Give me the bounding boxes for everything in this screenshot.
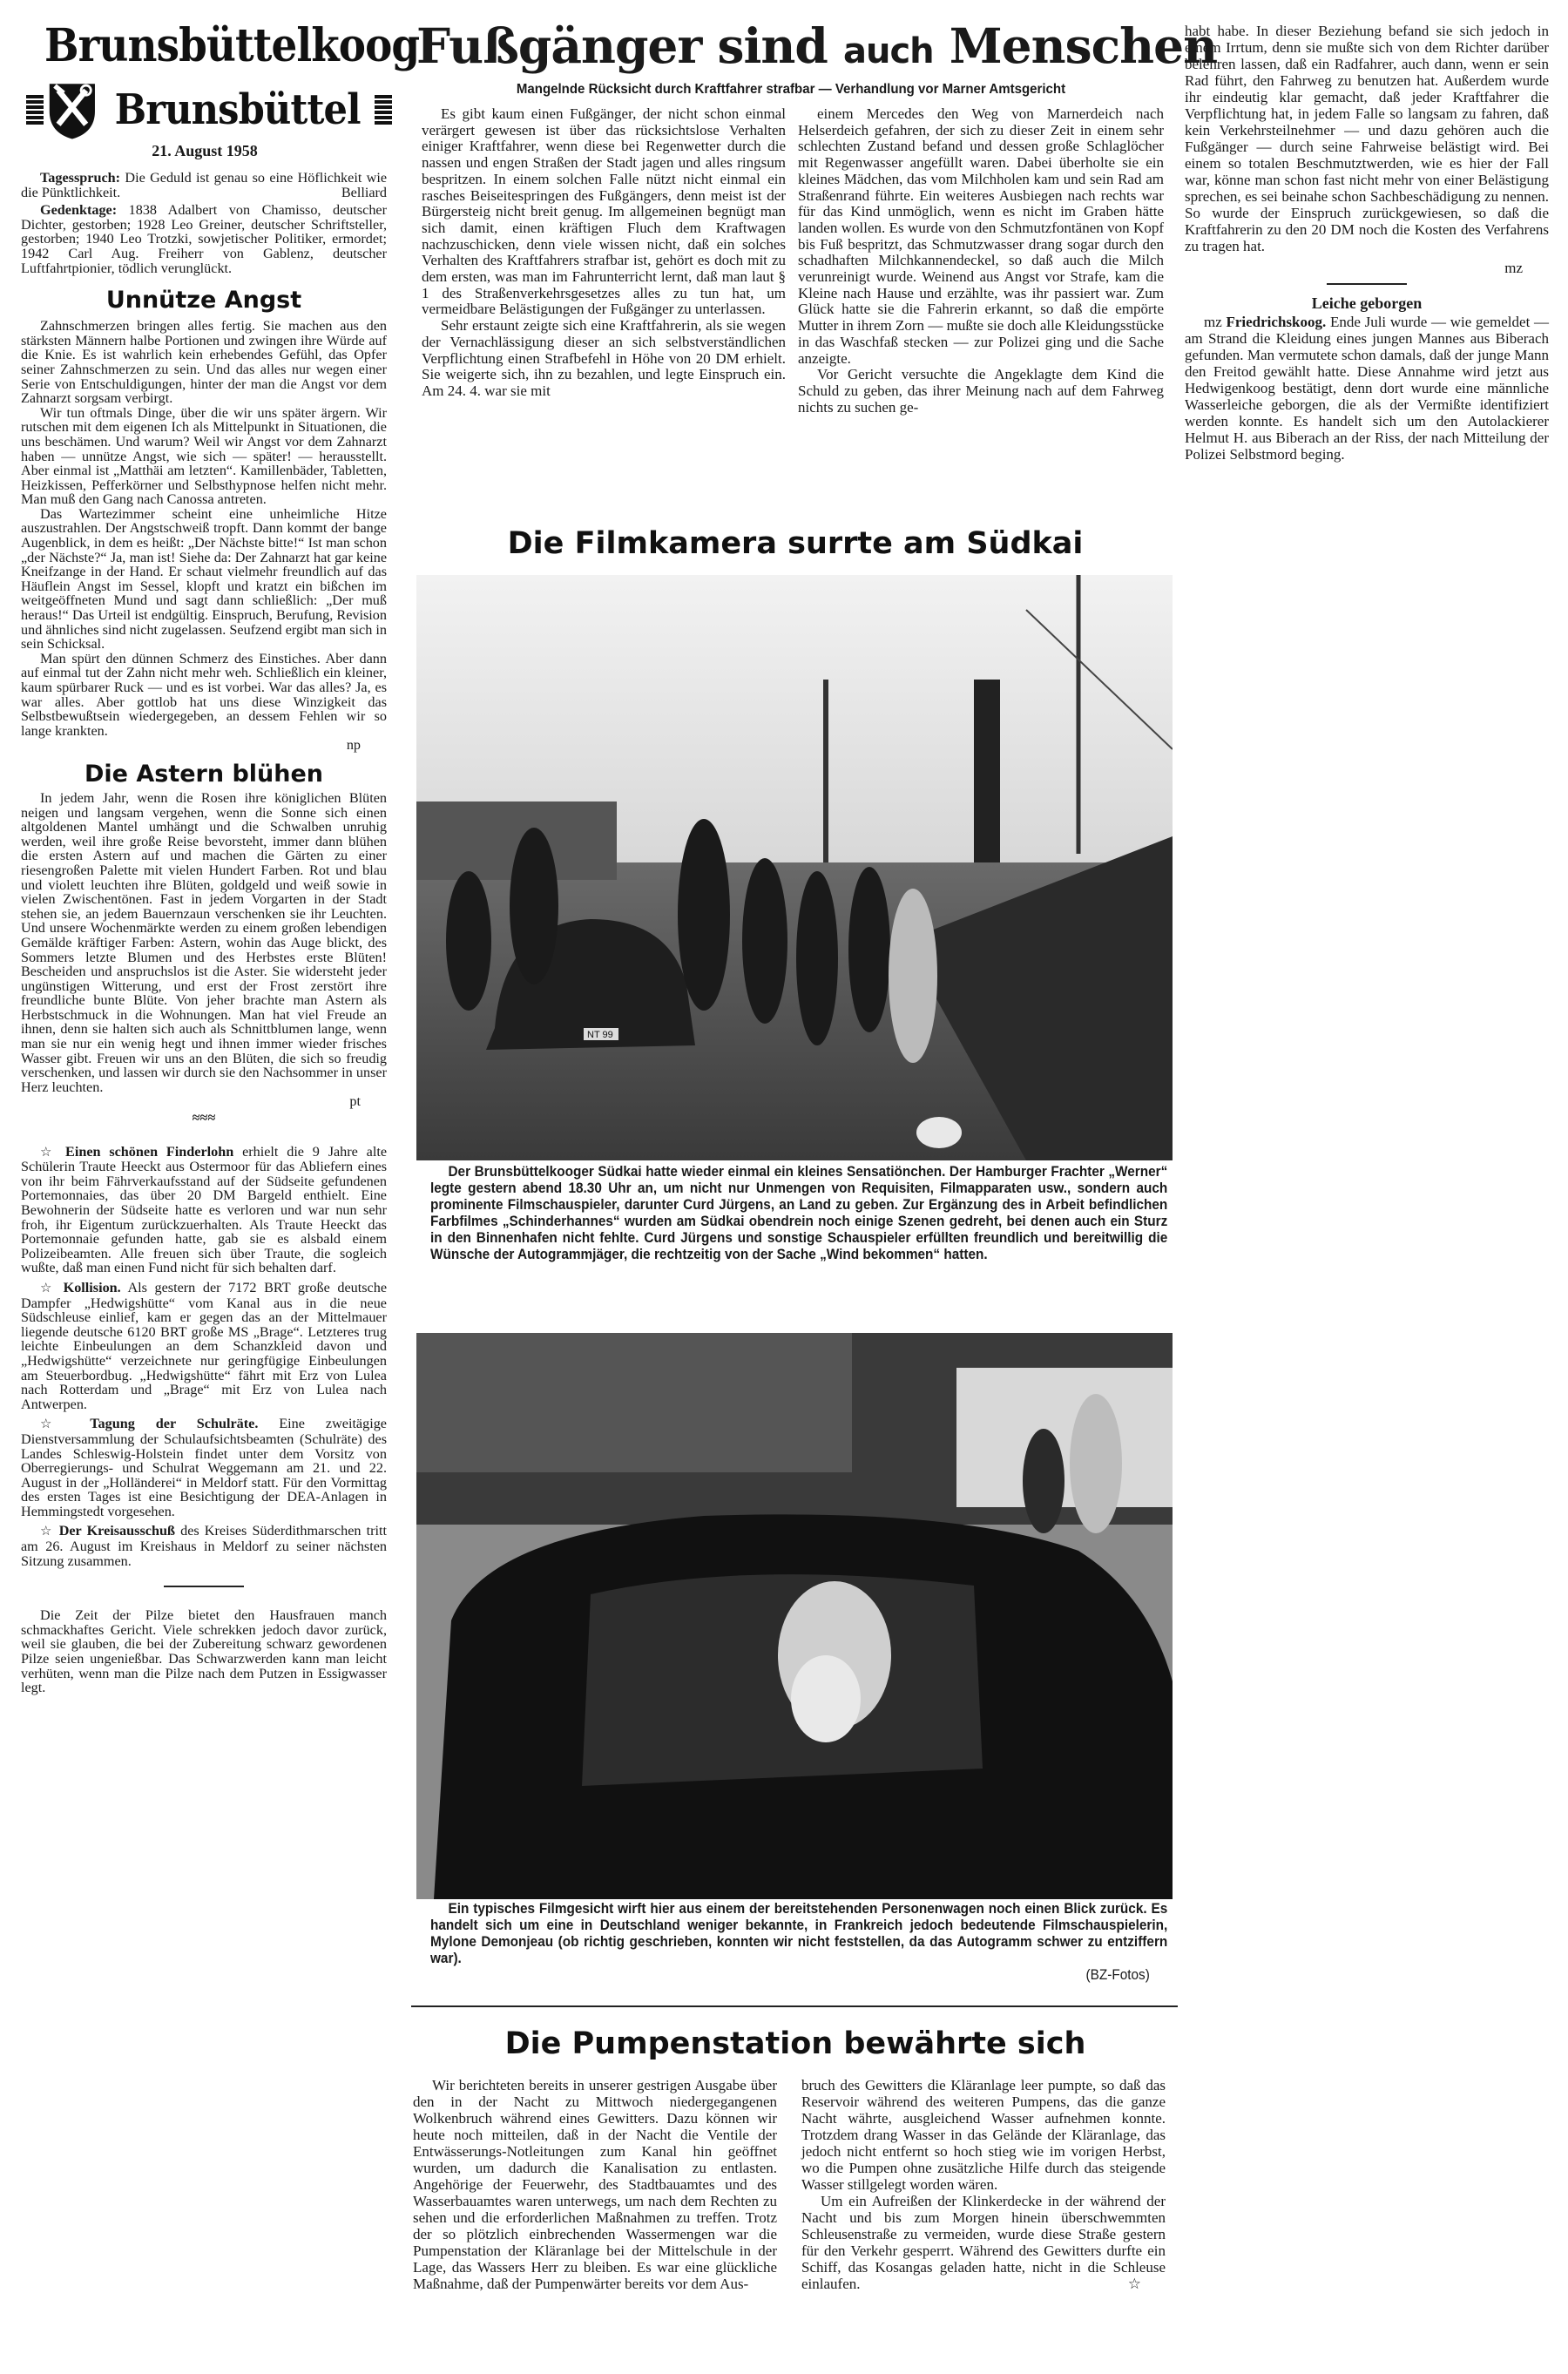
banner-left-icon — [26, 95, 44, 125]
photo-caption-2: Ein typisches Filmgesicht wirft hier aus einem der bereitstehenden Personenwagen noch einen Blick zurück. Es handelt sich um eine in Deutschland weniger bekannte, in Frankreich jedoch bedeutende Filmschauspielerin, Mylone Demonjeau (ob richtig geschrieben, konnten wir nicht feststellen, da das Autogramm schwer zu entziffern war). (BZ-Fotos) — [430, 1901, 1168, 1983]
photo-caption-1: Der Brunsbüttelkooger Südkai hatte wieder einmal ein kleines Sensatiönchen. Der Hamburger Frachter „Werner“ legte gestern abend 18.30 Uhr an, um nicht nur Unmengen von Requisiten, Filmapparaten usw., sondern auch prominente Filmschauspieler, darunter Curd Jürgens, an Land zu geben. Zur Ergänzung des in Arbeit befindlichen Farbfilmes „Schinderhannes“ wurden am Südkai obendrein noch einige Szenen gedreht, bei denen auch ein Sturz in den Binnenhafen nicht fehlte. Curd Jürgens und sonstige Schauspieler erfüllten freundlich und bereitwillig die Wünsche der Autogrammjäger, die rechtzeitig von der Sache „Wind bekommen“ hatten. — [430, 1164, 1168, 1262]
divider — [164, 1586, 244, 1587]
headline-leiche-geborgen: Leiche geborgen — [1311, 294, 1423, 312]
divider — [1327, 283, 1407, 285]
masthead — [26, 19, 420, 143]
lead-column-3: habt habe. In dieser Beziehung befand sie sich jedoch in einem Irrtum, denn sie mußte sich von dem Richter darüber belehren lassen, daß ein Radfahrer, auch dann, wenn er sein Rad führt, den Fahrweg zu benutzen hat. Außerdem wurde ihr eindeutig klar gemacht, daß jeder Kraftfahrer die Verpflichtung hat, in jedem Falle so langsam zu fahren, daß kein Verkehrsteilnehmer — und dazu gehören auch die Fußgänger — durch seine Fahrweise belästigt wird. Bei einem so totalen Beschmutztwerden, wie es hier der Fall war, könne man schon fast nicht mehr von einer Belästigung sprechen, es sei beinahe schon Sachbeschädigung zu nennen. So wurde der Einspruch zurückgewiesen, so daß die Kraftfahrerin zu den 20 DM noch die Kosten des Verfahrens zu tragen hat. mz Leiche geborgen mz Friedrichskoog. Ende Juli wurde — wie gemeldet — am Strand die Kleidung eines jungen Mannes aus Biberach gefunden. Man vermutete schon damals, daß der junge Mann den Freitod gewählt hatte. Diese Annahme wird jetzt aus Hedwigenkoog bestätigt, denn dort wurde eine männliche Wasserleiche geborgen, die als der Vermißte identifiziert werden konnte. Es handelt sich um den Autolackierer Helmut H. aus Biberach an der Riss, der nach Mitteilung der Polizei Selbstmord beging. — [1185, 23, 1549, 463]
astern-text: In jedem Jahr, wenn die Rosen ihre königlichen Blüten neigen und langsam vergehen, wenn die Sonne sich einen altgoldenen Mantel umhängt und die Schwalben unruhig werden, weil ihre große Reise bevorsteht, immer dann blühen die ersten Astern auf und machen die Gärten zu einer riesengroßen Palette mit vielen Hundert Farben. Rot und blau und violett leuchten ihre Blüten, goldgeld und weiß sowie in vielen Zwischentönen. Fast in jedem Vorgarten in der Stadt stehen sie, an jedem Bauernzaun verschenken sie ihr Leuchten. Und unsere Wochenmärkte werden zu einem großen lebendigen Gemälde kräftiger Farben: Astern, wohin das Auge blickt, des Sommers letzte Blumen und des Herbstes erste Blüten! Bescheiden und anspruchslos ist die Aster. Sie widersteht jeder ungünstigen Witterung, und erst der Frost zerstört ihre freundliche bunte Blüte. Von jeher brachte man Astern als Herbstschmuck in die Wohnungen. Man hat viel Freude an ihnen, denn sie halten sich auch als Schnittblumen lange, wenn man sie nur ein wenig hegt und ihnen immer wieder frisches Wasser gibt. Freuen wir uns an den Blüten, die sich so freudig verschenken, und lassen wir durch sie den Nachsommer in unser Herz leuchten. — [21, 789, 387, 1095]
banner-right-icon — [375, 95, 392, 125]
section-divider — [411, 2005, 1178, 2007]
angst-paragraph: Zahnschmerzen bringen alles fertig. Sie machen aus den stärksten Männern halbe Portionen und zwingen ihre Würde auf die Knie. Es ist wahrlich kein erhebendes Gefühl, das Opfer seiner Zahnschmerzen zu sein. Und das alles nur wegen einer Serie von Entschuldigungen, hinter der man die Angst vor dem Zahnarzt sorgsam verbirgt. — [21, 318, 387, 407]
lead-subtitle: Mangelnde Rücksicht durch Kraftfahrer strafbar — Verhandlung vor Marner Amtsgericht — [516, 82, 1066, 97]
harbor-photo-image — [416, 575, 1173, 1160]
issue-date: 21. August 1958 — [152, 142, 258, 159]
angst-paragraph: Man spürt den dünnen Schmerz des Einstiches. Aber dann auf einmal tut der Zahn nicht mehr weh. Schließlich ein kleiner, kaum spürbarer Ruck — und es ist vorbei. War das alles? Ja, es war alles. Aber gottlob hat uns diese Winzigkeit das Selbstbewußtsein wiedergegeben, an dessem Fehlen wir so lange krankten. — [21, 650, 387, 739]
end-star-icon: ☆ — [1127, 2276, 1141, 2292]
angst-paragraph: Das Wartezimmer scheint eine unheimliche Hitze auszustrahlen. Der Angstschweiß tropft. Dann kommt der bange Augenblick, in dem es heißt: „Der Nächste bitte!“ Ist man schon „der Nächste?“ Ja, man ist! Siehe da: Der Zahnarzt hat gar keine Kneifzange in der Hand. Er schaut vielmehr freundlich auf das Häuflein Angst im Sessel, klopft und kratzt ein bißchen im weitgeöffneten Mund und sagt dann schließlich: „Der muß heraus!“ Das Urteil ist endgültig. Einspruch, Berufung, Revision und ähnliches sind nicht zugelassen. Seufzend ergibt man sich in sein Schicksal. — [21, 505, 387, 653]
car-photo-image — [416, 1333, 1173, 1899]
star-icon: ☆ — [40, 1145, 57, 1160]
author-signature: np — [346, 737, 361, 754]
tagesspruch: Tagesspruch: Die Geduld ist genau so eine Höflichkeit wie die Pünktlichkeit. Belliard — [21, 170, 388, 200]
author-signature: pt — [349, 1093, 361, 1110]
pumpe-column-2: bruch des Gewitters die Kläranlage leer pumpte, so daß das Reservoir während des weiteren Pumpens, das die ganze Nacht währte, ausgleichend Wasser aufnehmen konnte. Trotzdem drang Wasser in das Gelände der Kläranlage, das jedoch nicht entfernt so hoch stieg wie im vorigen Herbst, wo die Pumpen ohne zusätzliche Hilfe durch das steigende Wasser stillgelegt worden wären. Um ein Aufreißen der Klinkerdecke in der während der Nacht und bis zum Morgen hinein überschwemmten Schleusenstraße zu vermeiden, wurde diese Straße gestern für den Verkehr gesperrt. Während des Gewitters durfte ein Schiff, das Kosangas geladen hatte, nicht in die Schleuse einlaufen. ☆ — [801, 2077, 1166, 2292]
headline-pumpenstation: Die Pumpenstation bewährte sich — [504, 2026, 1086, 2061]
news-note: ☆ Tagung der Schulräte. Eine zweitägige Dienstversammlung der Schulaufsichtsbeamten (Schulräte) des Landes Schleswig-Holstein findet unter dem Vorsitz von Oberregierungs- und Schulrat Weggemann am 21. und 22. August in der „Holländerei“ in Meldorf statt. Für den Vormittag des ersten Tages ist eine Besichtigung der DEA-Anlagen in Hemmingstedt vorgesehen. — [21, 1416, 387, 1519]
news-note: ☆ Kollision. Als gestern der 7172 BRT große deutsche Dampfer „Hedwigshütte“ vom Kanal aus in die neue Südschleuse einlief, kam er gegen das an der Mittelmauer liegende deutsche 6120 BRT große MS „Brage“. Letzteres trug leichte Einbeulungen an dem Schanzkleid davon und „Hedwigshütte“ verzeichnete nur geringfügige Einbeulungen am Steuerbordbug. „Hedwigshütte“ fährt mit Erz von Lulea nach Rotterdam und „Brage“ mit Erz von Lulea nach Antwerpen. — [21, 1279, 388, 1412]
photo-harbor — [416, 575, 1173, 1160]
masthead-line2: Brunsbüttel — [114, 85, 361, 134]
leiche-text: mz Friedrichskoog. Ende Juli wurde — wie gemeldet — am Strand die Kleidung eines jungen Mannes aus Biberach gefunden. Man vermutete schon damals, daß der junge Mann den Freitod gewählt hatte. Diese Annahme wird jetzt aus Hedwigenkoog bestätigt, denn dort wurde eine männliche Wasserleiche geborgen, die als der Vermißte identifiziert werden konnte. Es handelt sich um den Autolackierer Helmut H. aus Biberach an der Riss, der nach Mitteilung der Polizei Selbstmord beging. — [1185, 314, 1549, 463]
left-column — [21, 171, 387, 1695]
star-icon: ☆ — [40, 1417, 70, 1432]
headline-astern: Die Astern blühen — [84, 760, 324, 788]
headline-filmkamera: Die Filmkamera surrte am Südkai — [507, 526, 1084, 561]
news-note: ☆ Einen schönen Finderlohn erhielt die 9 Jahre alte Schülerin Traute Heeckt aus Ostermoor für das Abliefern eines von ihr beim Fährverkaufsstand auf der Südseite gefundenen Portemonnaies, das über 20 DM Bargeld enthielt. Eine Bewohnerin der Südseite hatte es verloren und war nun sehr froh, ihr Eigentum zurückzuerhalten. Als Traute Heeckt das Portemonnaie gefunden hatte, gab sie es alsbald einem Polizeibeamten. Alle freuen sich über Traute, die sogleich wußte, daß man einen Fund nicht für sich behalten darf. — [21, 1143, 388, 1276]
photo-credit: (BZ-Fotos) — [1085, 1967, 1150, 1983]
star-icon: ☆ — [40, 1525, 54, 1539]
lead-column-1: Es gibt kaum einen Fußgänger, der nicht schon einmal verärgert gewesen ist über das rücksichtslose Verhalten einiger Kraftfahrer, wenn diese bei Regenwetter durch die nassen und engen Straßen der Stadt jagen und alles ringsum bespritzen. In einem solchen Falle nützt nicht einmal ein rasches Beiseitespringen des Fußgängers, denn meist ist der Bürgersteig nicht breit genug. Im allgemeinen begnügt man sich damit, einen kräftigen Fluch dem Kraftwagen nachzuschicken, denn viele wissen nicht, daß ein solches Verhalten des Kraftfahrers strafbar ist, gehört es doch mit zu dem ersten, was man im Fahrunterricht lernt, daß man laut § 1 des Straßenverkehrsgesetzes alles zu tun hat, um vermeidbare Belästigungen der Fußgänger zu unterlassen. Sehr erstaunt zeigte sich eine Kraftfahrerin, als sie wegen der Vernachlässigung dieser an sich selbstverständlichen Verpflichtung einen Strafbefehl in Höhe von 20 DM erhielt. Sie weigerte sich, ihn zu bezahlen, und legte Einspruch ein. Am 24. 4. war sie mit — [422, 105, 786, 399]
coat-of-arms-icon — [47, 77, 98, 143]
star-icon: ☆ — [40, 1281, 56, 1295]
wave-ornament-icon: ≈≈≈ — [192, 1110, 216, 1126]
pilze-text: Die Zeit der Pilze bietet den Hausfrauen manch schmackhaftes Gericht. Viele schrekken jedoch davor zurück, weil sie glauben, die bei der Zubereitung schwarz gewordenen Pilze seien ungenießbar. Das Schwarzwerden kann man leicht verhüten, wenn man die Pilze nach dem Putzen in Essigwasser legt. — [21, 1607, 387, 1696]
lead-column-2: einem Mercedes den Weg von Marnerdeich nach Helserdeich gefahren, der sich zu dieser Zeit in einem sehr schlechten Zustand befand und dessen große Schlaglöcher mit Regenwasser angefüllt waren. Dabei überholte sie ein kleines Mädchen, das vom Milchholen kam und sein Rad am Straßenrand führte. Ein weiteres Ausbiegen nach rechts war für das Kind unmöglich, wenn es nicht im Graben hätte landen wollen. Es wurde von den Schmutzfontänen von Kopf bis Fuß bespritzt, das Schmutzwasser drang sogar durch den schadhaften Milchkannendeckel, so daß auch die Milch verunreinigt wurde. Weinend aus Angst vor Strafe, kam die Kleine nach Hause und erzählte, was ihr passiert war. Zum Glück hatte sie die Fahrerin erkannt, so daß die empörte Mutter in ihrem Zorn — mußte sie doch alle Kleidungsstücke in das Waschfaß stecken — zur Polizei ging und die Sache anzeigte. Vor Gericht versuchte die Angeklagte dem Kind die Schuld zu geben, das ihrer Meinung nach auf dem Fahrweg nichts zu suchen ge- — [798, 105, 1164, 416]
pumpe-column-1: Wir berichteten bereits in unserer gestrigen Ausgabe über den in der Nacht zu Mittwoch niedergegangenen Wolkenbruch während eines Gewitters. Dazu können wir heute noch mitteilen, daß in der Nacht die Ventile der Entwässerungs-Notleitungen zum Kanal hin geöffnet wurden, um dadurch die Kanalisation zu entlasten. Angehörige der Feuerwehr, des Stadtbauamtes und des Wasserbauamtes waren unterwegs, um nach dem Rechten zu sehen und die erforderlichen Maßnahmen zu treffen. Trotz der so plötzlich einbrechenden Wassermengen war die Pumpenstation der Kläranlage bei der Mittelschule in der Lage, das Wassers Herr zu bleiben. Es war eine glückliche Maßnahme, daß der Pumpenwärter bereits vor dem Aus- — [413, 2077, 777, 2292]
author-signature: mz — [1504, 260, 1523, 276]
news-note: ☆ Der Kreisausschuß des Kreises Süderdithmarschen tritt am 26. August im Kreishaus in Meldorf zu seiner nächsten Sitzung zusammen. — [21, 1523, 387, 1569]
license-plate-text: NT 99 — [587, 1030, 613, 1040]
photo-car — [416, 1333, 1173, 1899]
lead-headline: Fußgänger sind auch Menschen — [416, 17, 1218, 74]
gedenktage: Gedenktage: 1838 Adalbert von Chamisso, deutscher Dichter, gestorben; 1928 Leo Greiner, deutscher Schriftsteller, gestorben; 1940 Leo Trotzki, sowjetischer Politiker, ermordet; 1942 Carl Aug. Freiherr von Gablenz, deutscher Luftfahrtpionier, tödlich verunglückt. — [21, 202, 387, 276]
masthead-line1: Brunsbüttelkoog — [44, 19, 420, 72]
headline-unnuetze-angst: Unnütze Angst — [105, 287, 302, 315]
angst-paragraph: Wir tun oftmals Dinge, über die wir uns später ärgern. Wir rutschen mit dem eigenen Ich als Mittelpunkt in Situationen, die uns beschämen. Und warum? Weil wir Angst vor dem Zahnarzt haben — unnütze Angst, wie sich — später! — herausstellt. Aber einmal ist „Matthäi am letzten“. Kamillenbäder, Tabletten, Heizkissen, Pefferkörner und Selbsthypnose helfen nicht mehr. Man muß den Gang nach Canossa antreten. — [21, 404, 387, 508]
